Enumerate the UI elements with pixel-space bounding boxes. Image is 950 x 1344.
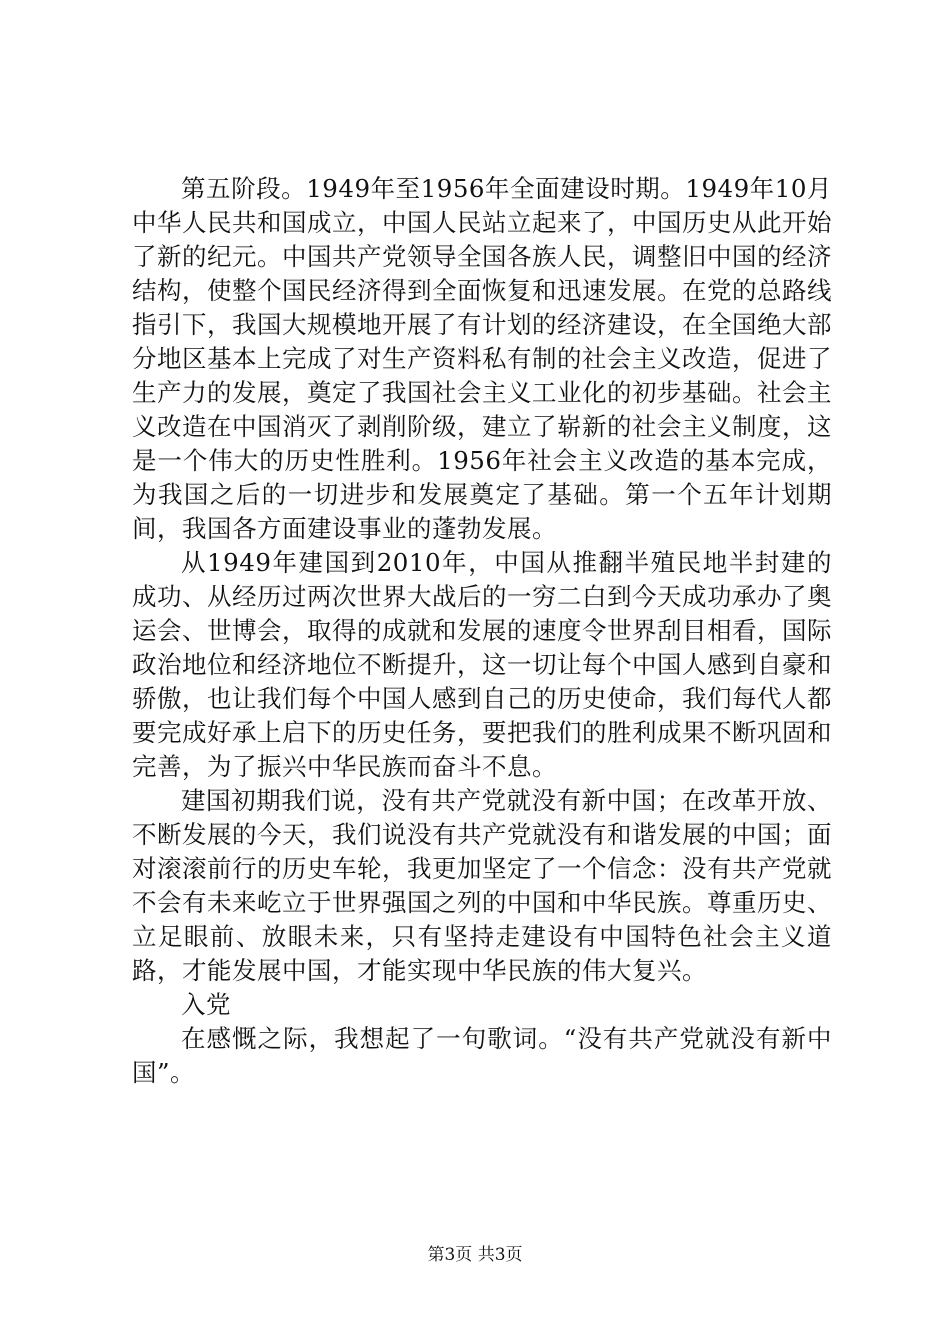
paragraph-stage-five: 第五阶段。1949年至1956年全面建设时期。1949年10月中华人民共和国成立，中国人民站立起来了，中国历史从此开始了新的纪元。中国共产党领导全国各族人民，调整旧中国的经济结构，使整个国民经济得到全面恢复和迅速发展。在党的总路线指引下，我国大规模地开展了有计划的经济建设，在全国绝大部分地区基本上完成了对生产资料私有制的社会主义改造，促进了生产力的发展，奠定了我国社会主义工业化的初步基础。社会主义改造在中国消灭了剥削阶级，建立了崭新的社会主义制度，这是一个伟大的历史性胜利。1956年社会主义改造的基本完成，为我国之后的一切进步和发展奠定了基础。第一个五年计划期间，我国各方面建设事业的蓬勃发展。	[132, 174, 832, 543]
paragraph-join-party: 入党	[181, 990, 231, 1019]
paragraph-achievements: 从1949年建国到2010年，中国从推翻半殖民地半封建的成功、从经历过两次世界大战后的一穷二白到今天成功承办了奥运会、世博会，取得的成就和发展的速度令世界刮目相看，国际政治地位和经济地位不断提升，这一切让每个中国人感到自豪和骄傲，也让我们每个中国人感到自己的历史使命，我们每代人都要完成好承上启下的历史任务，要把我们的胜利成果不断巩固和完善，为了振兴中华民族而奋斗不息。	[132, 548, 832, 781]
page-number-footer: 第3页 共3页	[427, 1245, 523, 1265]
paragraph-lyric: 在感慨之际，我想起了一句歌词。“没有共产党就没有新中国”。	[132, 1024, 832, 1087]
document-body	[132, 172, 832, 1090]
paragraph-belief: 建国初期我们说，没有共产党就没有新中国；在改革开放、不断发展的今天，我们说没有共产党就没有和谐发展的中国；面对滚滚前行的历史车轮，我更加坚定了一个信念：没有共产党就不会有未来屹立于世界强国之列的中国和中华民族。尊重历史、立足眼前、放眼未来，只有坚持走建设有中国特色社会主义道路，才能发展中国，才能实现中华民族的伟大复兴。	[132, 786, 832, 985]
